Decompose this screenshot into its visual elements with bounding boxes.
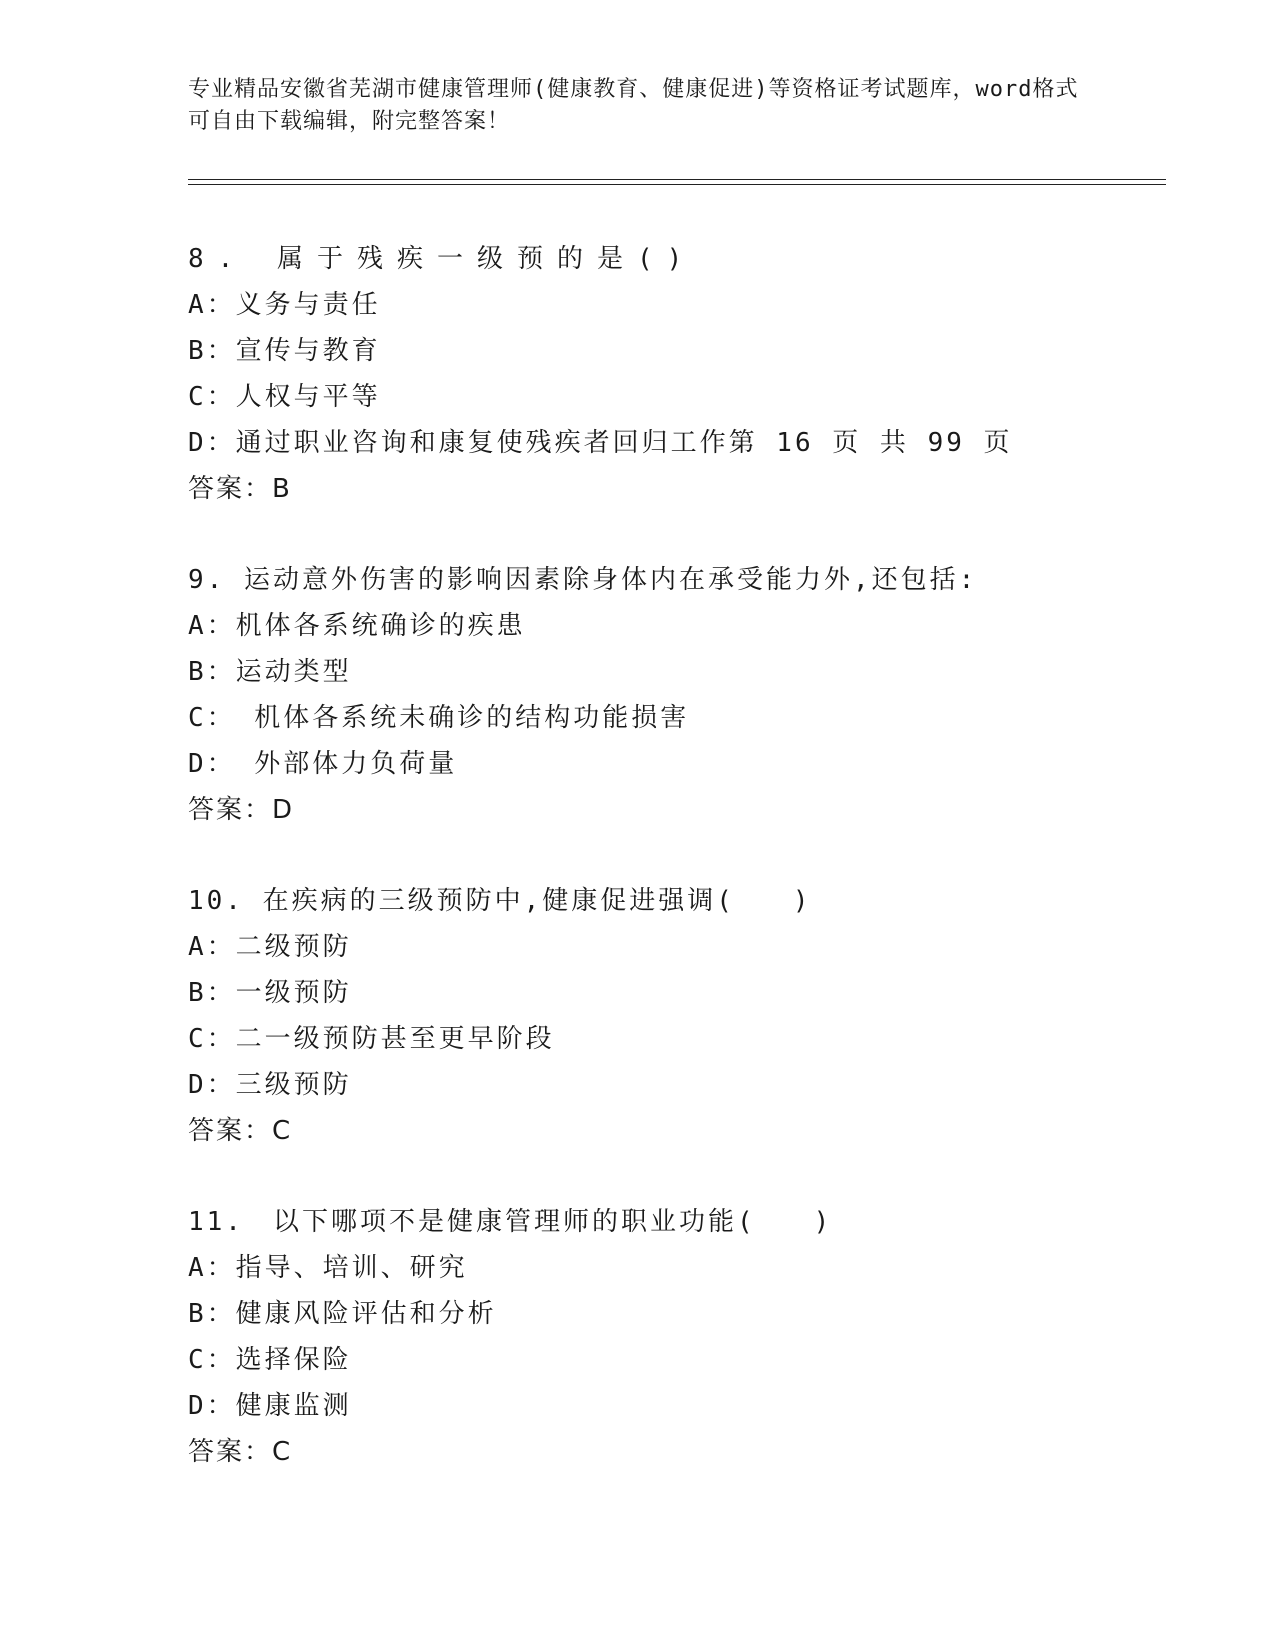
- header-divider-top: [188, 179, 1166, 180]
- header-divider-bottom: [188, 184, 1166, 185]
- option-d: D：三级预防: [188, 1070, 352, 1100]
- answer-line: 答案：C: [188, 1116, 293, 1146]
- question-stem: 10. 在疾病的三级预防中,健康促进强调( ): [188, 886, 812, 916]
- question-9: [188, 557, 1178, 833]
- answer-line: 答案：D: [188, 795, 295, 825]
- option-b: B：运动类型: [188, 657, 352, 687]
- option-d: D：健康监测: [188, 1391, 352, 1421]
- option-a: A：义务与责任: [188, 290, 381, 320]
- option-c: C：选择保险: [188, 1345, 352, 1375]
- option-d: D： 外部体力负荷量: [188, 749, 458, 779]
- option-c: C：人权与平等: [188, 382, 381, 412]
- option-a: A：二级预防: [188, 932, 352, 962]
- option-c: C： 机体各系统未确诊的结构功能损害: [188, 703, 690, 733]
- option-b: B：健康风险评估和分析: [188, 1299, 497, 1329]
- question-11: [188, 1199, 1178, 1475]
- question-stem: 11. 以下哪项不是健康管理师的职业功能( ): [188, 1207, 833, 1237]
- document-header: 专业精品安徽省芜湖市健康管理师(健康教育、健康促进)等资格证考试题库，word格式可自由下载编辑，附完整答案！: [188, 77, 1079, 134]
- option-d: D：通过职业咨询和康复使残疾者回归工作第 16 页 共 99 页: [188, 428, 1013, 458]
- option-b: B：一级预防: [188, 978, 352, 1008]
- question-8: [188, 236, 1178, 512]
- option-c: C：二一级预防甚至更早阶段: [188, 1024, 555, 1054]
- question-10: [188, 878, 1178, 1154]
- question-stem: 9. 运动意外伤害的影响因素除身体内在承受能力外,还包括:: [188, 565, 978, 595]
- option-b: B：宣传与教育: [188, 336, 381, 366]
- option-a: A：指导、培训、研究: [188, 1253, 468, 1283]
- answer-line: 答案：C: [188, 1437, 293, 1467]
- answer-line: 答案：B: [188, 474, 292, 504]
- option-a: A：机体各系统确诊的疾患: [188, 611, 526, 641]
- question-stem: 8. 属于残疾一级预的是(): [188, 244, 697, 274]
